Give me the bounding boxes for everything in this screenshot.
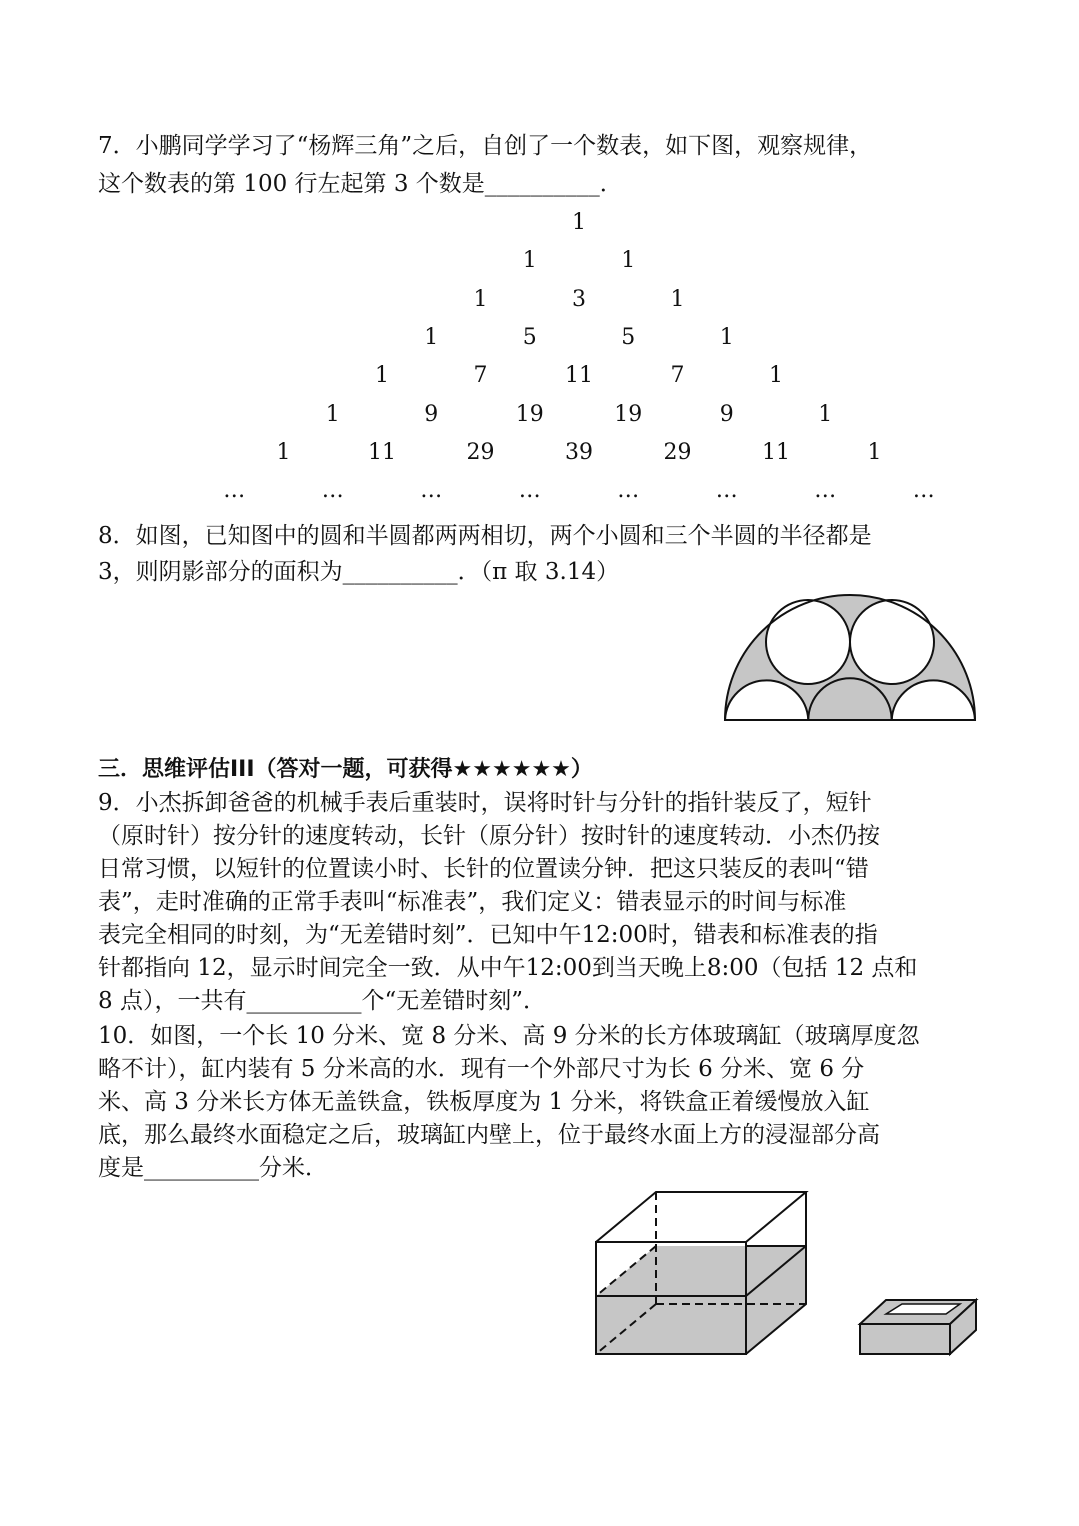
triangle-cell: 1 — [375, 363, 389, 389]
semicircle-circles-figure — [722, 594, 978, 724]
q10-line-2: 略不计），缸内装有 5 分米高的水．现有一个外部尺寸为长 6 分米、宽 6 分 — [98, 1056, 865, 1082]
triangle-cell: 1 — [621, 248, 636, 274]
triangle-cell: 11 — [565, 363, 593, 389]
triangle-cell: 1 — [325, 401, 340, 427]
left-small-circle — [766, 600, 850, 684]
triangle-cell: … — [321, 478, 344, 504]
triangle-cell: 39 — [565, 439, 593, 465]
triangle-cell: … — [223, 478, 246, 504]
q9-line-1: 9．小杰拆卸爸爸的机械手表后重装时，误将时针与分针的指针装反了，短针 — [98, 790, 872, 816]
q10-line-3: 米、高 3 分米长方体无盖铁盒，铁板厚度为 1 分米，将铁盒正着缓慢放入缸 — [98, 1089, 870, 1115]
triangle-cell: … — [518, 478, 541, 504]
q9-line-5: 表完全相同的时刻，为“无差错时刻”．已知中午12:00时，错表和标准表的指 — [98, 922, 878, 948]
triangle-cell: 1 — [473, 286, 488, 312]
q9-line-4: 表”，走时准确的正常手表叫“标准表”，我们定义：错表显示的时间与标准 — [98, 889, 847, 915]
triangle-cell: 11 — [368, 439, 396, 465]
triangle-cell: 1 — [670, 286, 685, 312]
iron-box-figure — [856, 1296, 980, 1360]
q10-line-4: 底，那么最终水面稳定之后，玻璃缸内壁上，位于最终水面上方的浸湿部分高 — [98, 1122, 880, 1148]
q10-line-5: 度是__________分米． — [98, 1155, 328, 1181]
box-front-face — [860, 1324, 950, 1354]
triangle-cell: 9 — [719, 401, 734, 427]
triangle-cell: 3 — [572, 286, 586, 312]
triangle-cell: 1 — [522, 248, 537, 274]
triangle-cell: … — [715, 478, 738, 504]
glass-tank-figure — [590, 1186, 816, 1360]
triangle-cell: … — [814, 478, 837, 504]
triangle-cell: 9 — [424, 401, 439, 427]
triangle-cell: 19 — [515, 401, 544, 427]
triangle-cell: 1 — [769, 363, 783, 389]
q8-line-1: 8．如图，已知图中的圆和半圆都两两相切，两个小圆和三个半圆的半径都是 — [98, 523, 872, 549]
triangle-cell: 1 — [424, 324, 439, 350]
triangle-cell: … — [912, 478, 935, 504]
q9-line-7: 8 点），一共有__________个“无差错时刻”． — [98, 988, 546, 1014]
triangle-cell: 7 — [670, 363, 685, 389]
q8-line-2: 3，则阴影部分的面积为__________．（π 取 3.14） — [98, 559, 620, 585]
section-3-heading: 三．思维评估III（答对一题，可获得★★★★★★） — [98, 757, 593, 782]
triangle-cell: 19 — [614, 401, 643, 427]
q9-line-3: 日常习惯，以短针的位置读小时、长针的位置读分钟．把这只装反的表叫“错 — [98, 856, 869, 882]
triangle-cell: … — [420, 478, 443, 504]
triangle-cell: 1 — [572, 210, 586, 235]
triangle-cell: 11 — [762, 439, 790, 465]
q10-line-1: 10．如图，一个长 10 分米、宽 8 分米、高 9 分米的长方体玻璃缸（玻璃厚度忽 — [98, 1023, 920, 1049]
q7-line-1: 7．小鹏同学学习了“杨辉三角”之后，自创了一个数表，如下图，观察规律， — [98, 133, 873, 159]
triangle-cell: 1 — [276, 439, 291, 465]
right-small-circle — [850, 600, 934, 684]
triangle-cell: 1 — [719, 324, 734, 350]
q9-line-6: 针都指向 12，显示时间完全一致．从中午12:00到当天晚上8:00（包括 12 点和 — [98, 955, 918, 981]
triangle-cell: 29 — [466, 439, 495, 465]
q7-line-2: 这个数表的第 100 行左起第 3 个数是__________． — [98, 171, 623, 197]
triangle-cell: 29 — [663, 439, 692, 465]
triangle-cell: 1 — [867, 439, 882, 465]
triangle-cell: 5 — [522, 324, 537, 350]
q9-line-2: （原时针）按分针的速度转动，长针（原分针）按时针的速度转动．小杰仍按 — [98, 823, 880, 849]
triangle-cell: … — [617, 478, 640, 504]
triangle-cell: 5 — [621, 324, 636, 350]
triangle-cell: 7 — [473, 363, 488, 389]
triangle-cell: 1 — [818, 401, 833, 427]
